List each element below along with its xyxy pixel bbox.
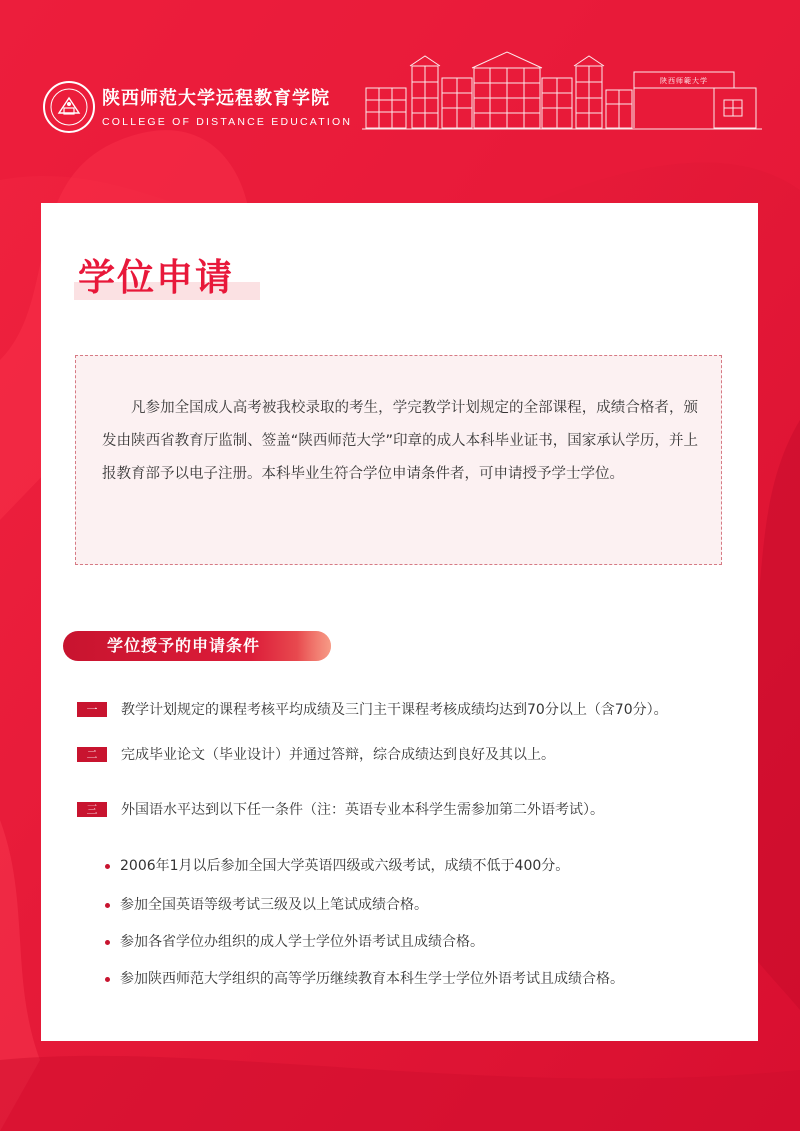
intro-box: [75, 355, 722, 565]
language-option-text: 2006年1月以后参加全国大学英语四级或六级考试，成绩不低于400分。: [120, 858, 570, 874]
language-option: [105, 932, 745, 952]
language-option-text: 参加陕西师范大学组织的高等学历继续教育本科生学士学位外语考试且成绩合格。: [120, 971, 624, 987]
language-option-text: 参加各省学位办组织的成人学士学位外语考试且成绩合格。: [120, 934, 484, 950]
condition-badge: 一: [77, 702, 107, 717]
page-title: 学位申请: [78, 256, 234, 299]
condition-text: 外国语水平达到以下任一条件（注：英语专业本科学生需参加第二外语考试）。: [121, 802, 604, 818]
condition-item: [77, 745, 757, 765]
red-dot-icon: [105, 977, 110, 982]
condition-text: 完成毕业论文（毕业设计）并通过答辩，综合成绩达到良好及其以上。: [121, 747, 555, 763]
condition-badge: 三: [77, 802, 107, 817]
page-title-block: [74, 255, 260, 301]
red-dot-icon: [105, 903, 110, 908]
section-header: [63, 631, 331, 661]
content-card: [41, 203, 758, 1041]
campus-building-line-art: [362, 48, 762, 130]
college-emblem-icon: [42, 80, 96, 134]
language-option: [105, 895, 745, 915]
section-header-curl: [297, 631, 331, 661]
condition-item: [77, 700, 757, 720]
college-name-cn: 陕西师范大学远程教育学院: [102, 88, 330, 109]
campus-sign: 陕西师範大学: [660, 77, 708, 85]
language-option-text: 参加全国英语等级考试三级及以上笔试成绩合格。: [120, 897, 428, 913]
intro-paragraph: 凡参加全国成人高考被我校录取的考生，学完教学计划规定的全部课程，成绩合格者，颁发由陕西省教育厅监制、签盖“陕西师范大学”印章的成人本科毕业证书，国家承认学历，并上报教育部予以电子注册。本科毕业生符合学位申请条件者，可申请授予学士学位。: [102, 400, 698, 482]
college-name-en: COLLEGE OF DISTANCE EDUCATION: [102, 116, 353, 128]
condition-text: 教学计划规定的课程考核平均成绩及三门主干课程考核成绩均达到70分以上（含70分）。: [121, 702, 668, 718]
section-title: 学位授予的申请条件: [107, 636, 261, 655]
condition-badge: 二: [77, 747, 107, 762]
red-dot-icon: [105, 864, 110, 869]
red-dot-icon: [105, 940, 110, 945]
language-option: [105, 969, 745, 989]
header: [0, 0, 800, 200]
language-option: [105, 856, 745, 876]
condition-item: [77, 800, 757, 820]
